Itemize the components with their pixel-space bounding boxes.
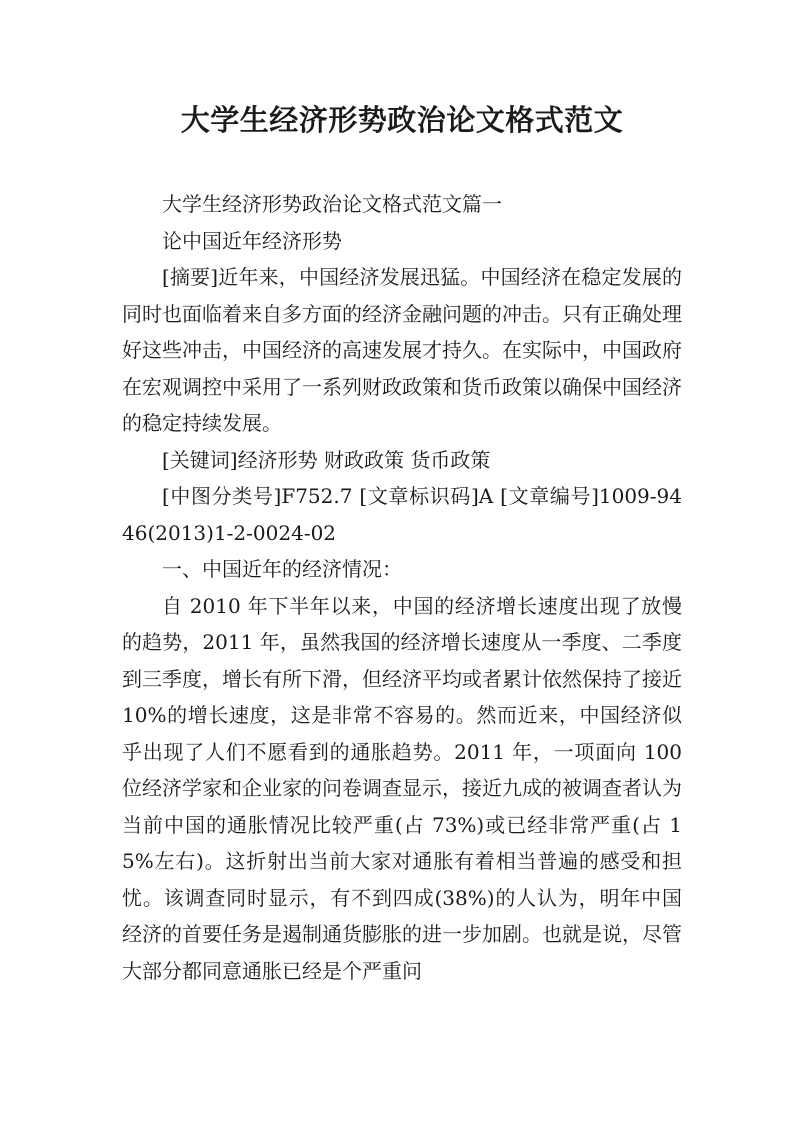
document-body xyxy=(122,186,682,989)
document-title: 大学生经济形势政治论文格式范文 xyxy=(180,103,624,137)
abstract-paragraph: [摘要]近年来，中国经济发展迅猛。中国经济在稳定发展的同时也面临着来自多方面的经济金融问题的冲击。只有正确处理好这些冲击，中国经济的高速发展才持久。在实际中，中国政府在宏观调控中采用了一系列财政政策和货币政策以确保中国经济的稳定持续发展。 xyxy=(122,265,682,435)
keywords-paragraph: [关键词]经济形势 财政政策 货币政策 xyxy=(162,447,491,472)
section-heading: 大学生经济形势政治论文格式范文篇一 xyxy=(162,192,502,216)
classification-paragraph: [中图分类号]F752.7 [文章标识码]A [文章编号]1009-9446(2013)1-2-0024-02 xyxy=(122,484,682,545)
subheading: 一、中国近年的经济情况： xyxy=(162,557,402,581)
body-paragraph: 自 2010 年下半年以来，中国的经济增长速度出现了放慢的趋势，2011 年，虽然我国的经济增长速度从一季度、二季度到三季度，增长有所下滑，但经济平均或者累计依然保持了接近 10%的增长速度，这是非常不容易的。然而近来，中国经济似乎出现了人们不愿看到的通胀趋势。2011 年，一项面向 100 位经济学家和企业家的问卷调查显示，接近九成的被调查者认为当前中国的通胀情况比较严重(占 73%)或已经非常严重(占 15%左右)。这折射出当前大家对通胀有着相当普遍的感受和担忧。该调查同时显示，有不到四成(38%)的人认为，明年中国经济的首要任务是遏制通货膨胀的进一步加剧。也就是说，尽管大部分都同意通胀已经是个严重问 xyxy=(122,593,682,983)
article-title: 论中国近年经济形势 xyxy=(162,228,342,253)
